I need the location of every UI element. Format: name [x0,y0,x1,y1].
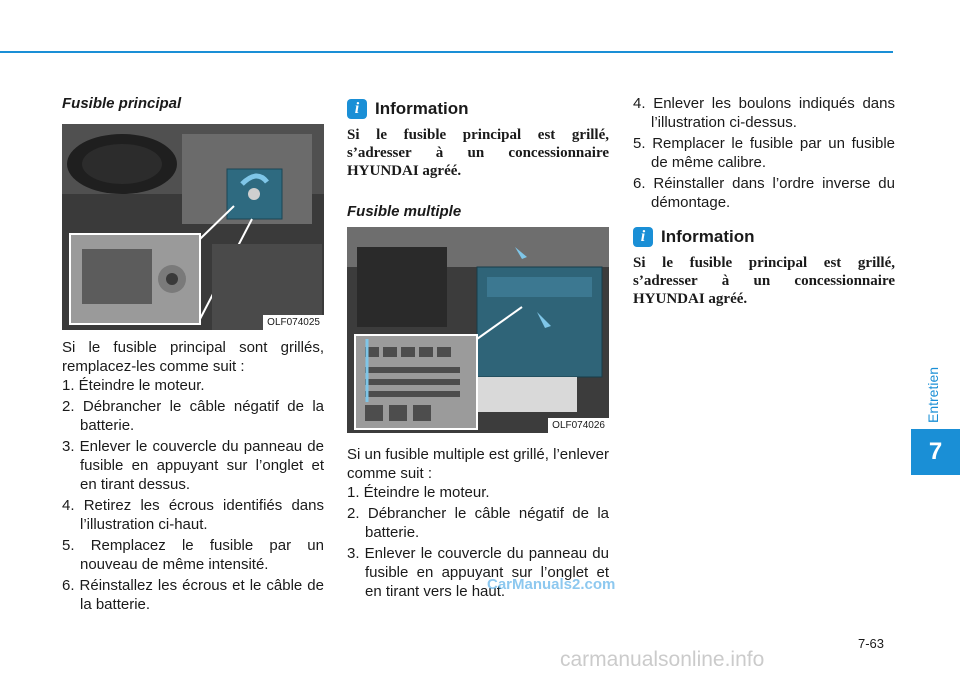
info-title: Information [375,99,469,118]
multi-fuse-steps-continued [633,94,895,214]
section-heading-multi-fuse: Fusible multiple [347,203,462,220]
list-item: 2. Débrancher le câble négatif de la batterie. [347,505,609,541]
main-fuse-photo [62,124,324,330]
chapter-tab: 7 [911,429,960,475]
multi-fuse-photo [347,227,609,433]
list-item: 3. Enlever le couvercle du panneau du fusible en appuyant sur l’onglet et en tirant vers le haut. [347,545,609,600]
list-item: 6. Réinstaller dans l’ordre inverse du démontage. [633,175,895,211]
main-fuse-steps [62,376,324,616]
info-text: Si le fusible principal est grillé, s’adresser à un concessionnaire HYUNDAI agréé. [347,127,609,179]
multi-fuse-intro: Si un fusible multiple est grillé, l’enlever comme suit : [347,446,609,482]
main-fuse-intro: Si le fusible principal sont grillés, remplacez-les comme suit : [62,339,324,375]
info-header [347,99,469,119]
section-heading-main-fuse: Fusible principal [62,95,182,112]
info-icon: i [633,227,653,247]
image-code: OLF074026 [548,418,609,433]
list-item: 5. Remplacez le fusible par un nouveau de même intensité. [62,537,324,573]
info-icon: i [347,99,367,119]
list-item: 1. Éteindre le moteur. [62,377,205,394]
list-item: 1. Éteindre le moteur. [347,484,490,501]
list-item: 6. Réinstallez les écrous et le câble de la batterie. [62,577,324,613]
list-item: 3. Enlever le couvercle du panneau de fusible en appuyant sur l’onglet et en tirant dessus. [62,438,324,493]
info-text: Si le fusible principal est grillé, s’adresser à un concessionnaire HYUNDAI agréé. [633,255,895,307]
list-item: 2. Débrancher le câble négatif de la batterie. [62,398,324,434]
section-label-text: Entretien [925,366,942,424]
header-rule [0,51,893,53]
engine-bay-illustration [62,124,324,330]
list-item: 4. Enlever les boulons indiqués dans l’illustration ci-dessus. [633,95,895,131]
info-header [633,227,755,247]
list-item: 5. Remplacer le fusible par un fusible de même calibre. [633,135,895,171]
watermark-top: CarManuals2.com [487,576,616,593]
fuse-box-illustration [347,227,609,433]
info-title: Information [661,227,755,246]
list-item: 4. Retirez les écrous identifiés dans l’illustration ci-haut. [62,497,324,533]
section-label [918,365,948,425]
page-number: 7-63 [858,636,885,651]
watermark-bottom: carmanualsonline.info [560,648,765,671]
image-code: OLF074025 [263,315,324,330]
